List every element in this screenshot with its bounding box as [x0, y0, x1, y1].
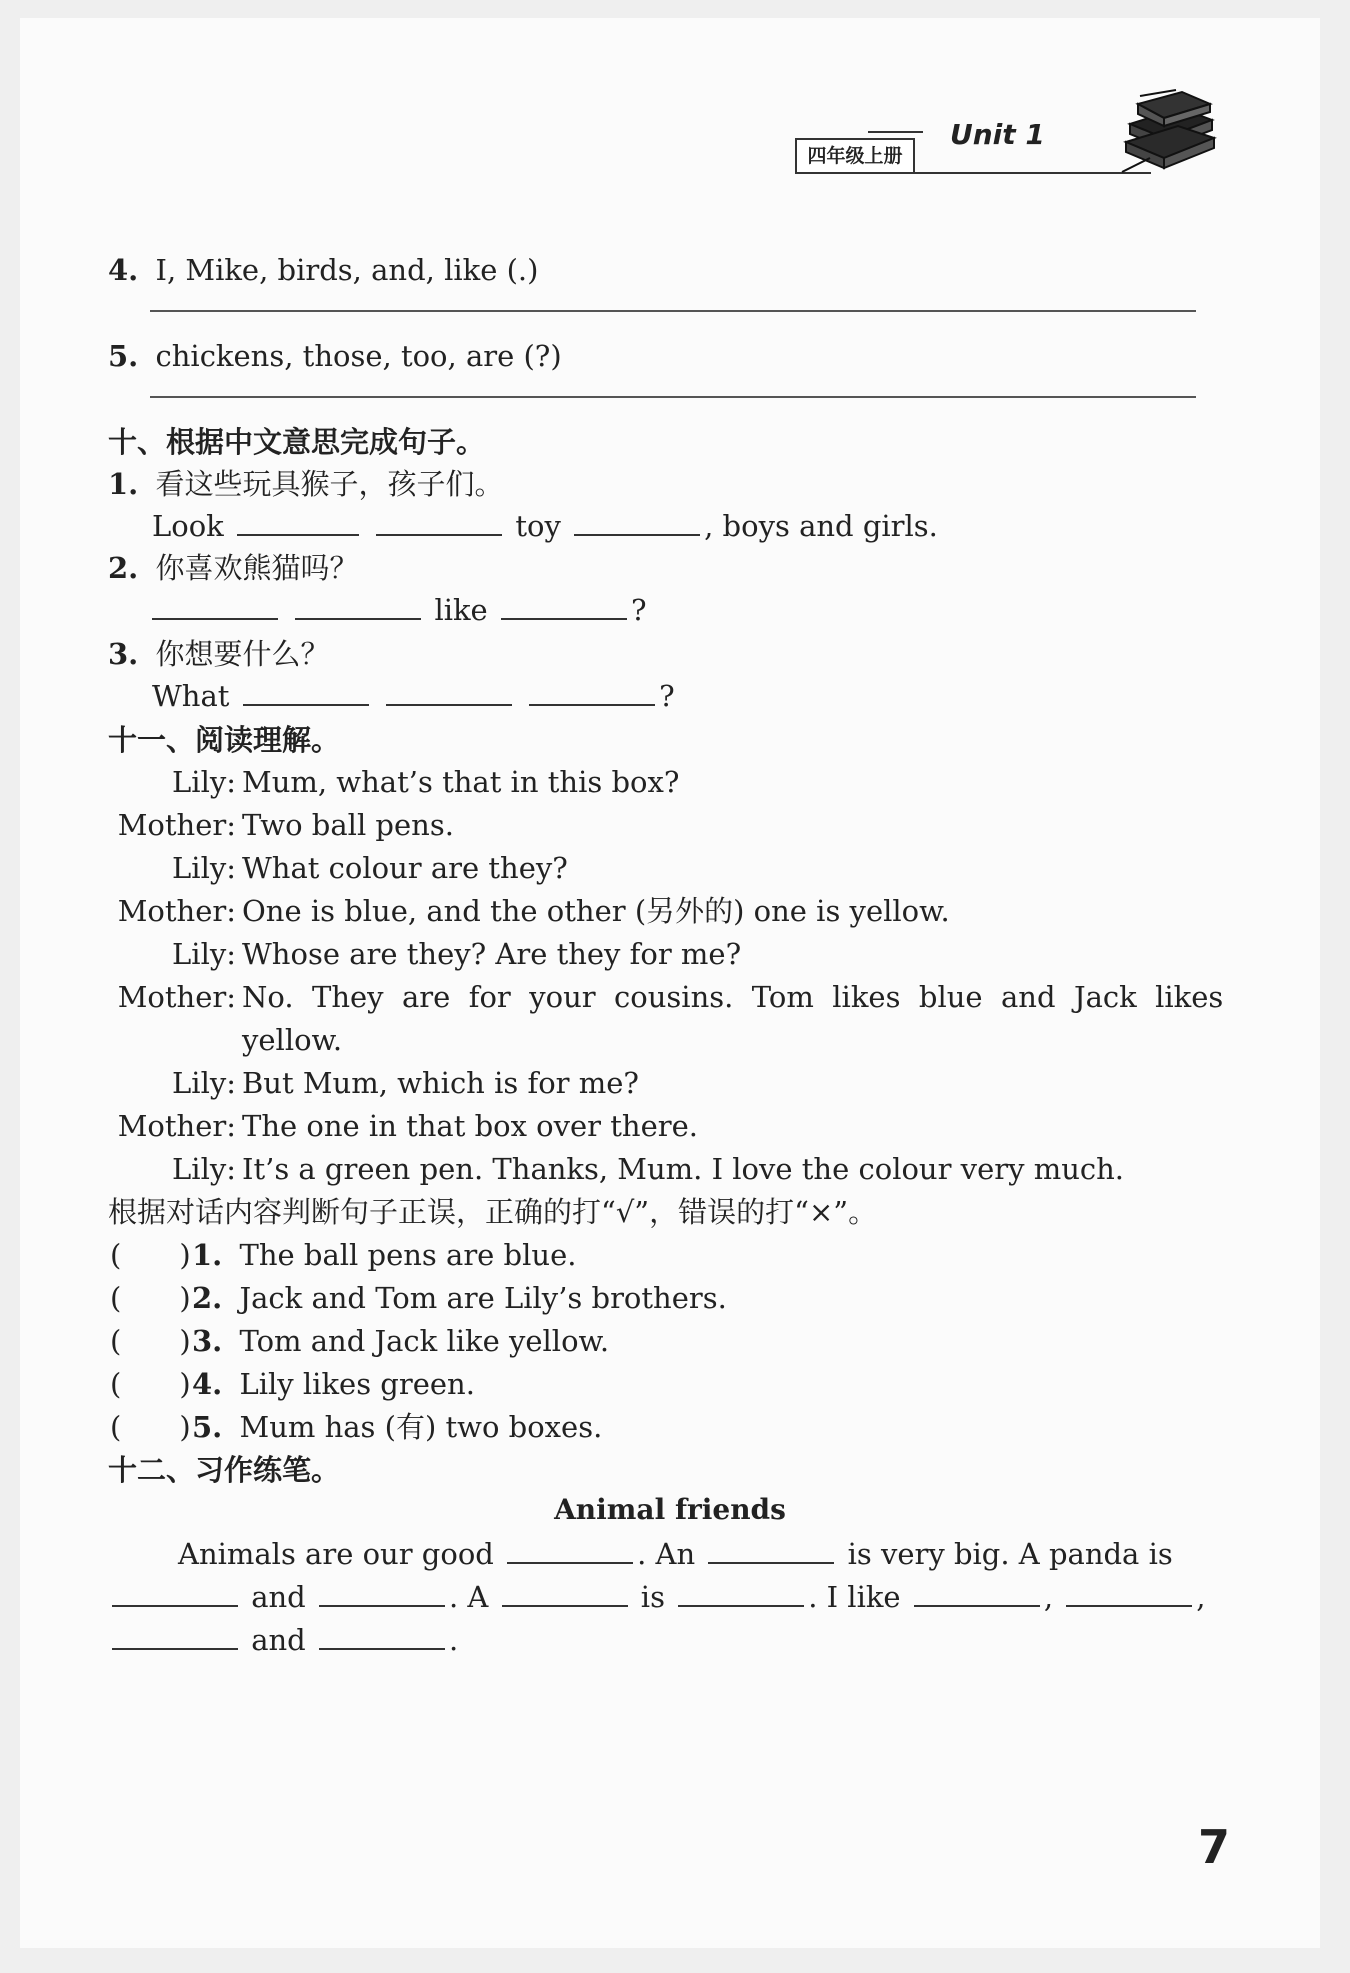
- answer-bracket[interactable]: ( ): [110, 1367, 191, 1401]
- chinese-prompt: 看这些玩具猴子，孩子们。: [155, 467, 504, 501]
- blank[interactable]: [708, 1536, 834, 1564]
- word: ?: [659, 679, 675, 713]
- item-number: 2.: [108, 551, 139, 585]
- blank[interactable]: [678, 1579, 804, 1607]
- sec10-q2-en: [148, 592, 647, 628]
- speaker: Mother:: [117, 1109, 236, 1143]
- line-text: Whose are they? Are they for me?: [242, 937, 742, 971]
- essay-line-2: [108, 1579, 1205, 1615]
- chinese-prompt: 你喜欢熊猫吗？: [155, 551, 359, 585]
- grade-label: 四年级上册: [795, 138, 915, 174]
- speaker: Lily:: [172, 765, 236, 799]
- dialogue-line: [108, 893, 950, 929]
- blank[interactable]: [386, 678, 512, 706]
- word: Look: [152, 509, 224, 543]
- answer-bracket[interactable]: ( ): [110, 1238, 191, 1272]
- dialogue-line: [108, 979, 1223, 1015]
- blank[interactable]: [243, 678, 369, 706]
- blank[interactable]: [507, 1536, 633, 1564]
- blank[interactable]: [502, 1579, 628, 1607]
- item-text: Jack and Tom are Lily’s brothers.: [239, 1281, 727, 1315]
- blank[interactable]: [112, 1579, 238, 1607]
- sec10-q2-cn: [108, 550, 359, 586]
- dialogue-line: [108, 1108, 698, 1144]
- workbook-page: [20, 18, 1320, 1948]
- line-text: No. They are for your cousins. Tom likes blue and Jack likes: [242, 980, 1224, 1014]
- blank[interactable]: [376, 508, 502, 536]
- page-number: 7: [1198, 1820, 1231, 1874]
- item-number: 5.: [108, 339, 139, 373]
- line-text: The one in that box over there.: [242, 1109, 698, 1143]
- word: .: [448, 1623, 459, 1657]
- item-text: Lily likes green.: [239, 1367, 475, 1401]
- item-number: 1.: [108, 467, 139, 501]
- speaker: Lily:: [172, 851, 236, 885]
- dialogue-line: [108, 764, 679, 800]
- judge-instruction: 根据对话内容判断句子正误，正确的打“√”，错误的打“×”。: [108, 1195, 878, 1229]
- word: . I like: [808, 1580, 901, 1614]
- word: is: [640, 1580, 665, 1614]
- blank[interactable]: [501, 592, 627, 620]
- books-icon: [1120, 86, 1220, 178]
- word: ,: [1196, 1580, 1206, 1614]
- sec10-q1-en: [152, 508, 938, 544]
- blank[interactable]: [295, 592, 421, 620]
- blank[interactable]: [319, 1622, 445, 1650]
- header-rule-short: [868, 131, 923, 133]
- judge-item: [110, 1280, 727, 1316]
- blank[interactable]: [152, 592, 278, 620]
- speaker: Mother:: [117, 808, 236, 842]
- judge-item: [110, 1409, 602, 1445]
- item-text: Tom and Jack like yellow.: [239, 1324, 610, 1358]
- blank[interactable]: [574, 508, 700, 536]
- word: and: [251, 1580, 306, 1614]
- word: ,: [1043, 1580, 1054, 1614]
- line-text: But Mum, which is for me?: [242, 1066, 639, 1100]
- question-item-4: [108, 252, 538, 288]
- dialogue-line: [108, 807, 454, 843]
- item-number: 5.: [192, 1410, 223, 1444]
- speaker: Mother:: [117, 894, 236, 928]
- blank[interactable]: [914, 1579, 1040, 1607]
- answer-line[interactable]: [150, 310, 1196, 312]
- line-text: Two ball pens.: [242, 808, 454, 842]
- blank[interactable]: [112, 1622, 238, 1650]
- word: , boys and girls.: [704, 509, 938, 543]
- line-text: What colour are they?: [242, 851, 568, 885]
- header-rule: [911, 172, 1151, 174]
- word: is very big. A panda is: [847, 1537, 1173, 1571]
- line-text: One is blue, and the other (另外的) one is yellow.: [242, 894, 950, 928]
- word: . An: [637, 1537, 696, 1571]
- line-text: It’s a green pen. Thanks, Mum. I love the colour very much.: [242, 1152, 1125, 1186]
- unit-label: Unit 1: [950, 118, 1045, 151]
- dialogue-line: [108, 1151, 1124, 1187]
- blank[interactable]: [529, 678, 655, 706]
- speaker: Mother:: [117, 980, 236, 1014]
- judge-item: [110, 1323, 609, 1359]
- word: ?: [630, 593, 647, 627]
- essay-line-1: [178, 1536, 1173, 1572]
- item-number: 3.: [192, 1324, 223, 1358]
- item-number: 3.: [108, 637, 139, 671]
- item-text: chickens, those, too, are (?): [155, 339, 562, 373]
- section-11-title: 十一、阅读理解。: [108, 723, 341, 757]
- item-number: 4.: [108, 253, 139, 287]
- section-10-title: 十、根据中文意思完成句子。: [108, 425, 486, 459]
- essay-title: Animal friends: [554, 1493, 786, 1526]
- chinese-prompt: 你想要什么？: [155, 637, 330, 671]
- line-text: Mum, what’s that in this box?: [242, 765, 680, 799]
- answer-bracket[interactable]: ( ): [110, 1281, 191, 1315]
- answer-bracket[interactable]: ( ): [110, 1410, 191, 1444]
- dialogue-line: [108, 1065, 639, 1101]
- blank[interactable]: [1066, 1579, 1192, 1607]
- word: . A: [448, 1580, 489, 1614]
- sec10-q3-en: [152, 678, 675, 714]
- item-text: I, Mike, birds, and, like (.): [155, 253, 539, 287]
- item-text: Mum has (有) two boxes.: [239, 1410, 603, 1444]
- dialogue-line: [108, 850, 568, 886]
- word: toy: [515, 509, 561, 543]
- question-item-5: [108, 338, 562, 374]
- blank[interactable]: [319, 1579, 445, 1607]
- answer-line[interactable]: [150, 396, 1196, 398]
- dialogue-line: [108, 1022, 342, 1058]
- judge-item: [110, 1366, 475, 1402]
- answer-bracket[interactable]: ( ): [110, 1324, 191, 1358]
- word: Animals are our good: [178, 1537, 494, 1571]
- word: What: [152, 679, 230, 713]
- line-text: yellow.: [242, 1023, 343, 1057]
- speaker: Lily:: [172, 937, 236, 971]
- speaker: Lily:: [172, 1066, 236, 1100]
- word: and: [251, 1623, 306, 1657]
- item-number: 4.: [192, 1367, 223, 1401]
- essay-line-3: [108, 1622, 458, 1658]
- item-text: The ball pens are blue.: [239, 1238, 577, 1272]
- item-number: 2.: [192, 1281, 223, 1315]
- word: like: [434, 593, 488, 627]
- speaker: Lily:: [172, 1152, 236, 1186]
- item-number: 1.: [192, 1238, 223, 1272]
- dialogue-line: [108, 936, 741, 972]
- sec10-q3-cn: [108, 636, 330, 672]
- section-12-title: 十二、习作练笔。: [108, 1453, 341, 1487]
- sec10-q1-cn: [108, 466, 504, 502]
- judge-item: [110, 1237, 576, 1273]
- blank[interactable]: [237, 508, 359, 536]
